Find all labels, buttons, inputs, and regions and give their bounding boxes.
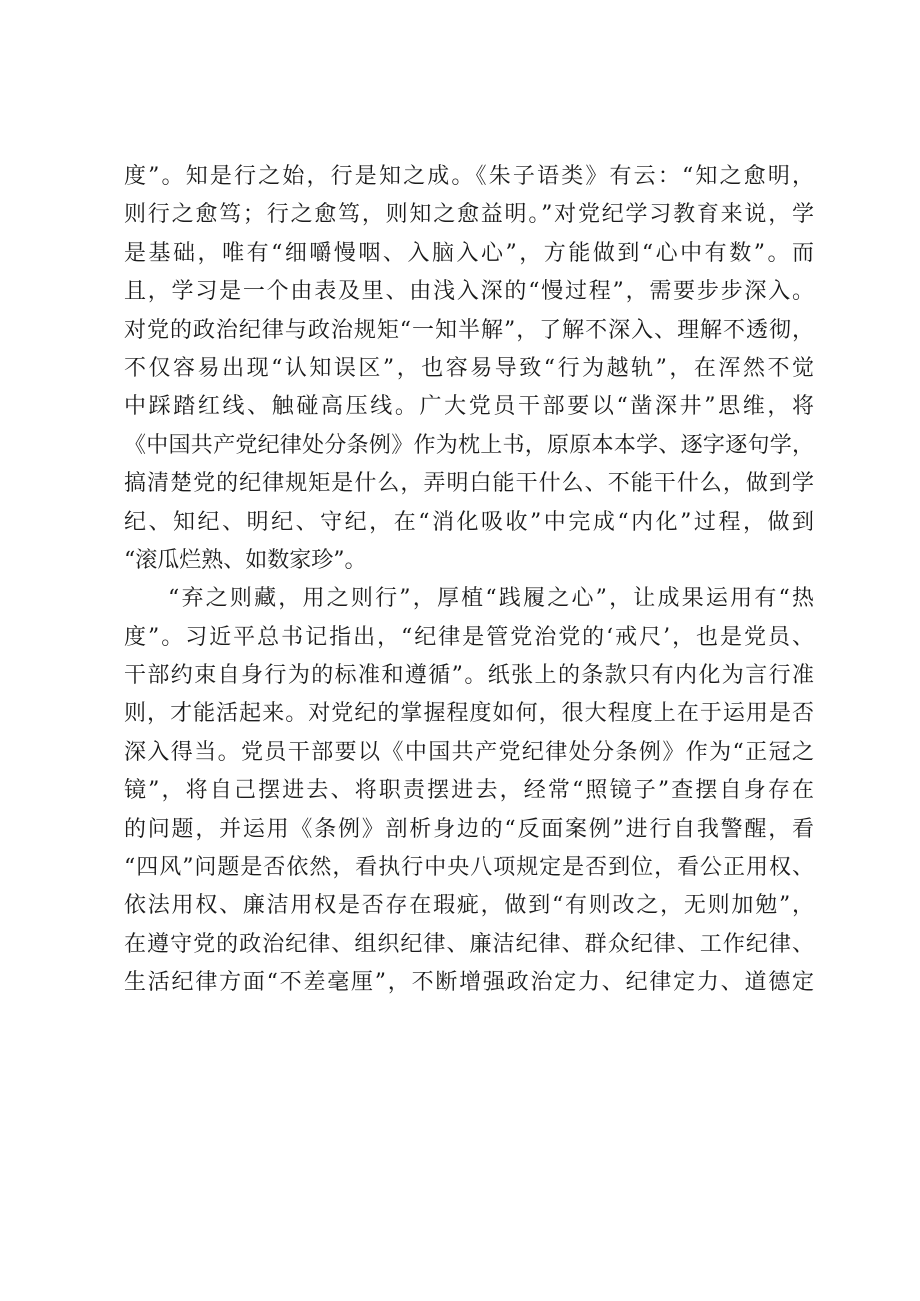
text-line: 则行之愈笃；行之愈笃，则知之愈益明。”对党纪学习教育来说，学 [124,202,814,228]
text-line: 《中国共产党纪律处分条例》作为枕上书，原原本本学、逐字逐句学， [124,432,814,458]
text-line: 深入得当。党员干部要以《中国共产党纪律处分条例》作为“正冠之 [124,739,814,765]
text-line: 依法用权、廉洁用权是否存在瑕疵，做到“有则改之，无则加勉”， [124,893,814,919]
text-line: 生活纪律方面“不差毫厘”，不断增强政治定力、纪律定力、道德定 [124,970,814,996]
text-line: 是基础，唯有“细嚼慢咽、入脑入心”，方能做到“心中有数”。而 [124,240,814,266]
text-line: 搞清楚党的纪律规矩是什么，弄明白能干什么、不能干什么，做到学 [124,471,814,497]
text-line: “滚瓜烂熟、如数家珍”。 [124,547,367,573]
text-line: “四风”问题是否依然，看执行中央八项规定是否到位，看公正用权、 [124,855,814,881]
paragraph-1 [124,158,814,580]
text-line: 干部约束自身行为的标准和遵循”。纸张上的条款只有内化为言行准 [124,663,814,689]
text-line: 对党的政治纪律与政治规矩“一知半解”，了解不深入、理解不透彻， [124,317,814,343]
text-line: 不仅容易出现“认知误区”，也容易导致“行为越轨”，在浑然不觉 [124,355,814,381]
text-line: “弃之则藏，用之则行”，厚植“践履之心”，让成果运用有“热 [168,586,814,612]
text-line: 且，学习是一个由表及里、由浅入深的“慢过程”，需要步步深入。 [124,279,814,305]
text-line: 的问题，并运用《条例》剖析身边的“反面案例”进行自我警醒，看 [124,816,814,842]
paragraph-2 [124,580,814,1002]
text-line: 则，才能活起来。对党纪的掌握程度如何，很大程度上在于运用是否 [124,701,814,727]
text-line: 在遵守党的政治纪律、组织纪律、廉洁纪律、群众纪律、工作纪律、 [124,931,814,957]
text-line: 纪、知纪、明纪、守纪，在“消化吸收”中完成“内化”过程，做到 [124,509,814,535]
text-line: 度”。知是行之始，行是知之成。《朱子语类》有云：“知之愈明， [124,164,814,189]
text-line: 中踩踏红线、触碰高压线。广大党员干部要以“凿深井”思维，将 [124,394,814,420]
text-line: 度”。习近平总书记指出，“纪律是管党治党的‘戒尺’，也是党员、 [124,624,814,650]
text-line: 镜”，将自己摆进去、将职责摆进去，经常“照镜子”查摆自身存在 [124,778,814,804]
body-text [124,158,814,1003]
